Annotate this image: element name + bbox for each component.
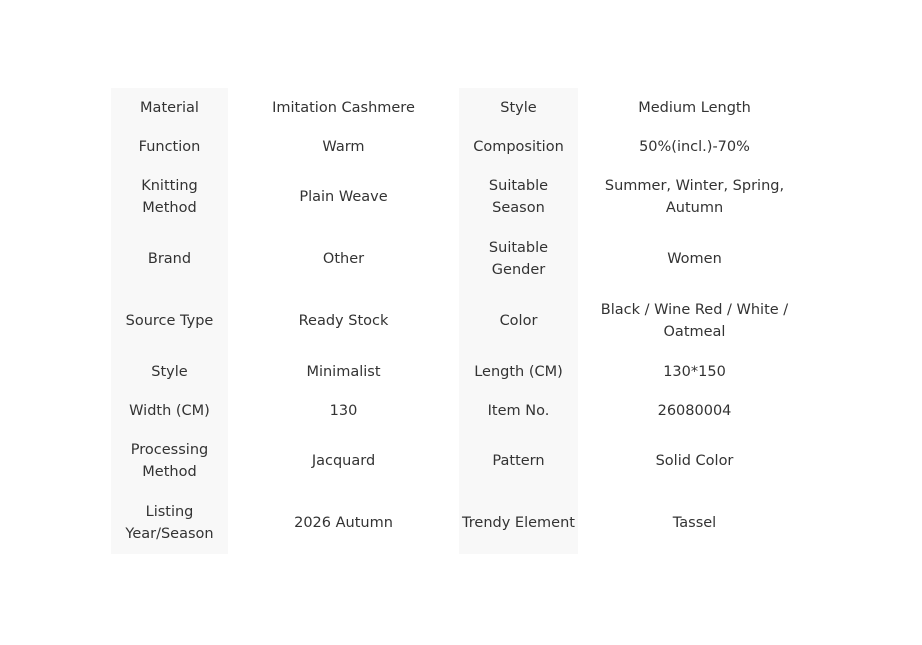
attribute-name: Width (CM)	[111, 391, 228, 430]
attribute-name: Pattern	[459, 430, 578, 492]
attribute-name: Source Type	[111, 290, 228, 352]
table-row	[111, 127, 811, 166]
attribute-value: Minimalist	[228, 352, 459, 391]
table-row	[111, 352, 811, 391]
attribute-name: Listing Year/Season	[111, 492, 228, 554]
attribute-value: 130	[228, 391, 459, 430]
table-row	[111, 290, 811, 352]
attribute-value: Jacquard	[228, 430, 459, 492]
attribute-name: Style	[459, 88, 578, 127]
attribute-name: Suitable Gender	[459, 228, 578, 290]
attribute-name: Composition	[459, 127, 578, 166]
attribute-value: Ready Stock	[228, 290, 459, 352]
attribute-value: Tassel	[578, 492, 811, 554]
attribute-value: 26080004	[578, 391, 811, 430]
table-row	[111, 391, 811, 430]
attribute-value: 50%(incl.)-70%	[578, 127, 811, 166]
attribute-value: 130*150	[578, 352, 811, 391]
attribute-value: 2026 Autumn	[228, 492, 459, 554]
attribute-name: Brand	[111, 228, 228, 290]
attribute-value: Warm	[228, 127, 459, 166]
attribute-value: Plain Weave	[228, 166, 459, 228]
attribute-value: Summer, Winter, Spring, Autumn	[578, 166, 811, 228]
table-row	[111, 166, 811, 228]
table-row	[111, 492, 811, 554]
attribute-name: Processing Method	[111, 430, 228, 492]
attribute-name: Length (CM)	[459, 352, 578, 391]
table-row	[111, 430, 811, 492]
attribute-name: Trendy Element	[459, 492, 578, 554]
attribute-name: Style	[111, 352, 228, 391]
table-row	[111, 88, 811, 127]
attribute-value: Black / Wine Red / White / Oatmeal	[578, 290, 811, 352]
product-attributes-table	[111, 88, 811, 554]
attribute-name: Knitting Method	[111, 166, 228, 228]
attribute-value: Women	[578, 228, 811, 290]
attribute-name: Function	[111, 127, 228, 166]
attribute-value: Other	[228, 228, 459, 290]
attribute-name: Item No.	[459, 391, 578, 430]
attribute-name: Suitable Season	[459, 166, 578, 228]
attribute-name: Material	[111, 88, 228, 127]
attribute-value: Medium Length	[578, 88, 811, 127]
table-row	[111, 228, 811, 290]
attribute-name: Color	[459, 290, 578, 352]
attribute-value: Solid Color	[578, 430, 811, 492]
attribute-value: Imitation Cashmere	[228, 88, 459, 127]
